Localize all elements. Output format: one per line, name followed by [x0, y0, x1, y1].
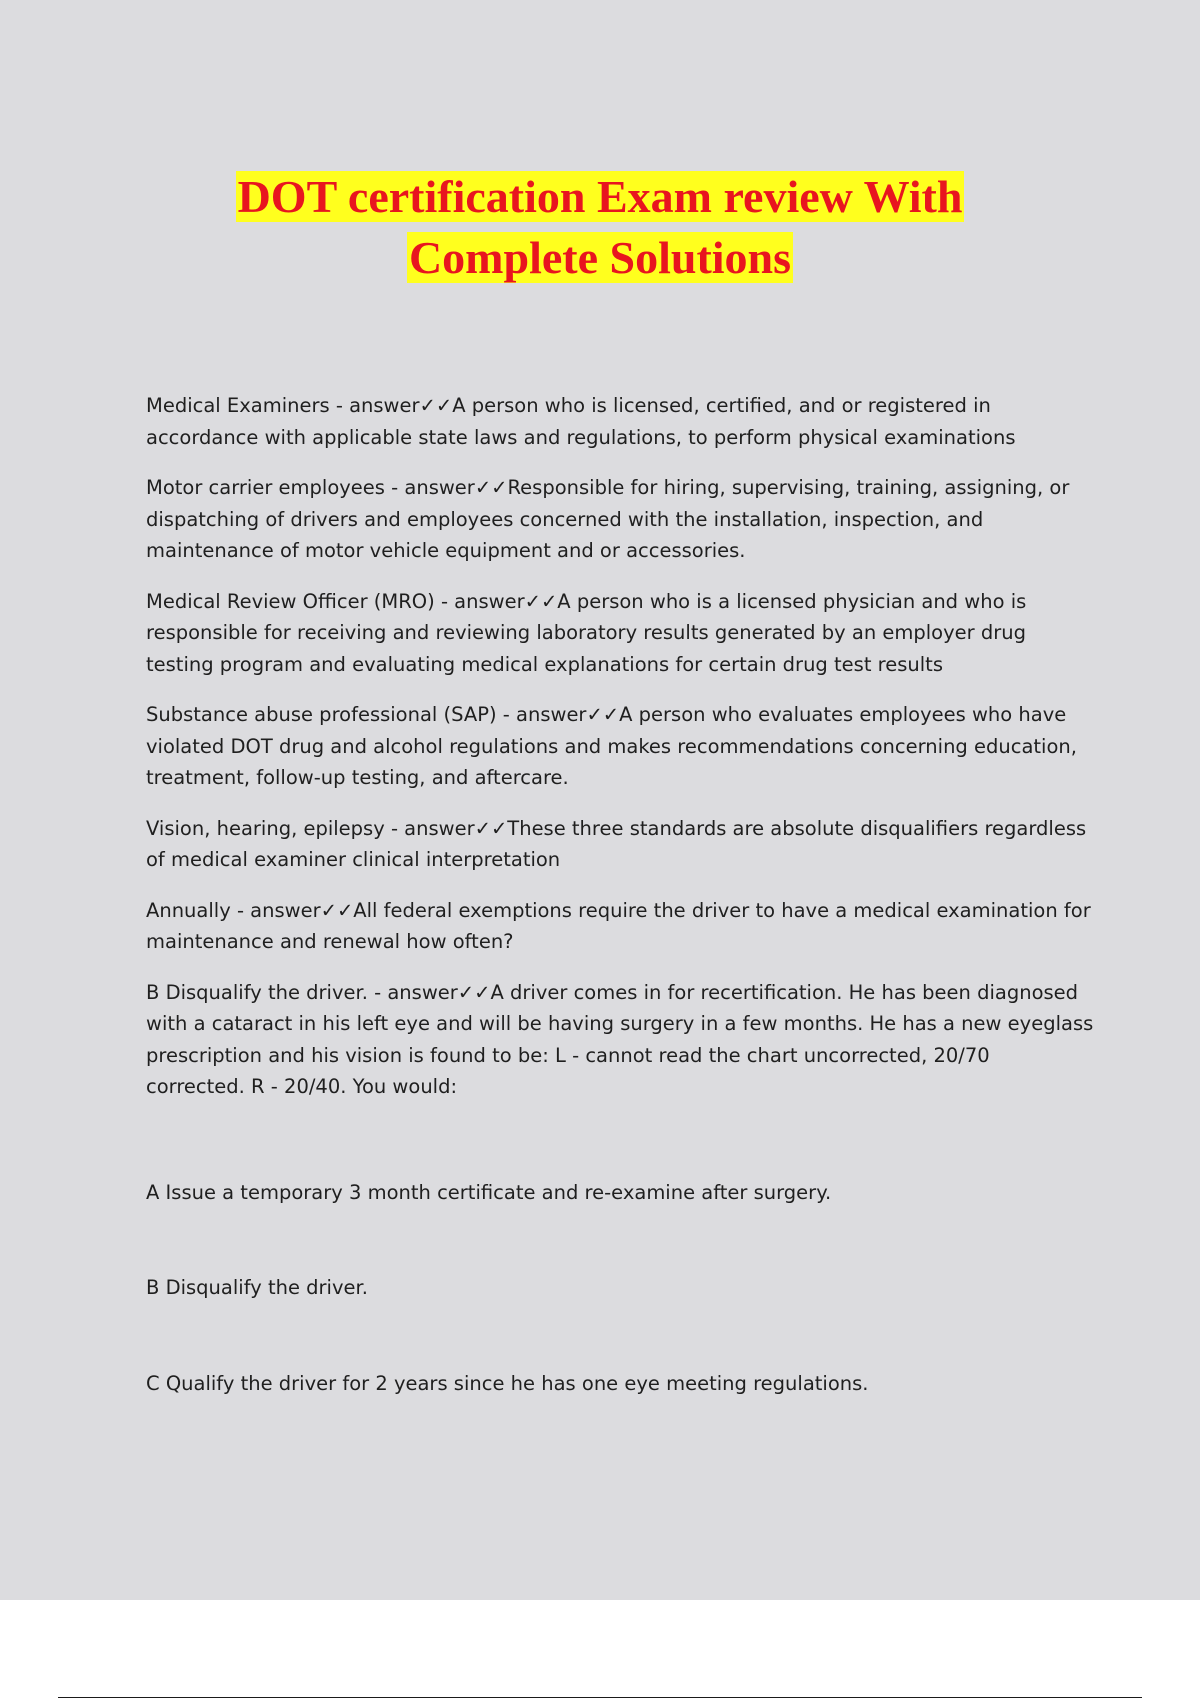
qa-item-motor-carrier-employees: Motor carrier employees - answer✓✓Responsible for hiring, supervising, training, assigning, or dispatching of drivers and employees concerned with the installation, inspection, and maintenance of motor vehicle equipment and or accessories.: [146, 476, 1070, 562]
answer-option-a: A Issue a temporary 3 month certificate and re-examine after surgery.: [146, 1181, 832, 1204]
footer-divider: [58, 1697, 1142, 1698]
answer-option-b: B Disqualify the driver.: [146, 1276, 368, 1299]
qa-item-disqualify-driver: B Disqualify the driver. - answer✓✓A driver comes in for recertification. He has been diagnosed with a cataract in his left eye and will be having surgery in a few months. He has a new eyeglass prescription and his vision is found to be: L - cannot read the chart uncorrected, 20/70 corrected. R - 20/40. You would:: [146, 980, 1094, 1098]
title-line-2: Complete Solutions: [408, 232, 792, 283]
qa-item-medical-examiners: Medical Examiners - answer✓✓A person who is licensed, certified, and or registered in accordance with applicable state laws and regulations, to perform physical examinations: [146, 394, 1016, 449]
qa-item-medical-review-officer: Medical Review Officer (MRO) - answer✓✓A person who is a licensed physician and who is responsible for receiving and reviewing laboratory results generated by an employer drug testing program and evaluating medical explanations for certain drug test results: [146, 589, 1027, 676]
qa-item-annually: Annually - answer✓✓All federal exemptions require the driver to have a medical examination for maintenance and renewal how often?: [146, 898, 1091, 953]
answer-option-c: C Qualify the driver for 2 years since he has one eye meeting regulations.: [146, 1372, 869, 1395]
qa-item-substance-abuse-professional: Substance abuse professional (SAP) - answer✓✓A person who evaluates employees who have violated DOT drug and alcohol regulations and makes recommendations concerning education, treatment, follow-up testing, and aftercare.: [146, 703, 1077, 789]
title-line-1: DOT certification Exam review With: [237, 171, 963, 222]
qa-list: [146, 390, 1094, 1122]
document-title: [0, 166, 1200, 288]
qa-item-vision-hearing-epilepsy: Vision, hearing, epilepsy - answer✓✓These three standards are absolute disqualifiers regardless of medical examiner clinical interpretation: [146, 816, 1087, 871]
